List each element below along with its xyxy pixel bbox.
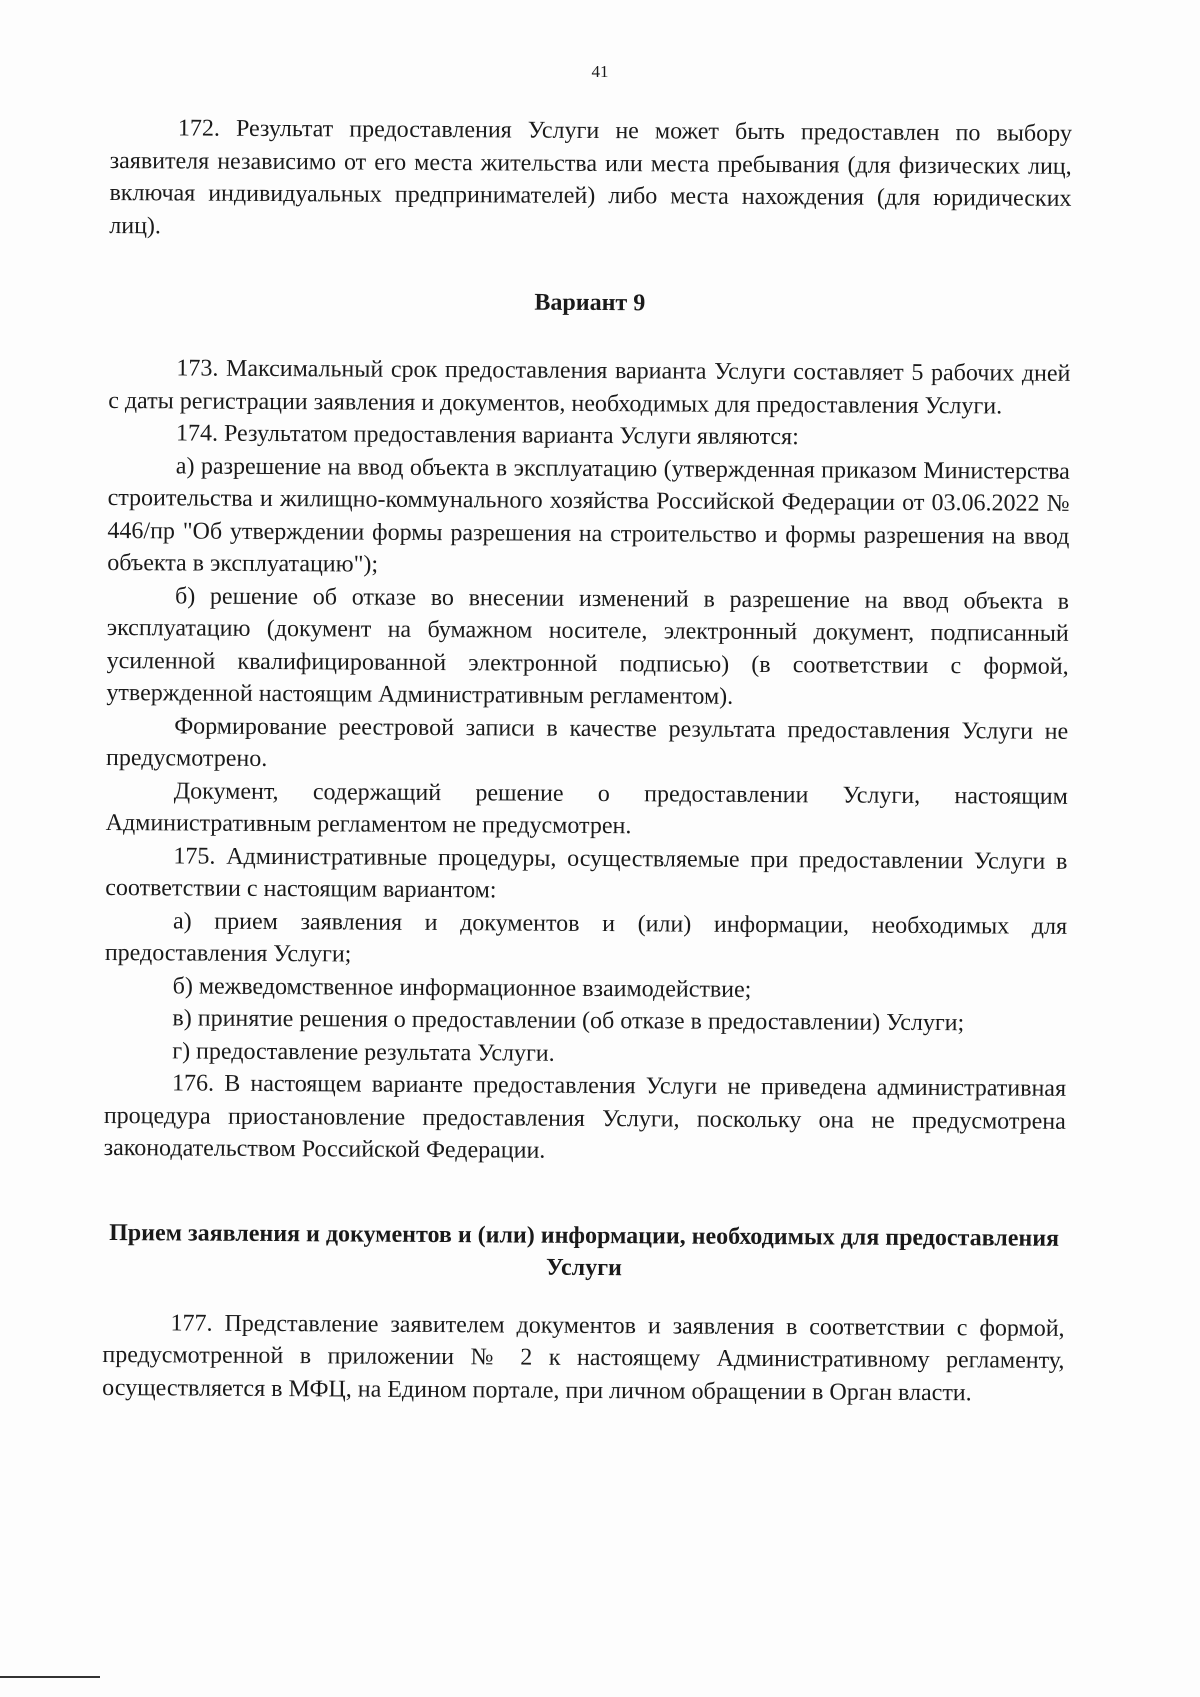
paragraph-175-d: г) предоставление результата Услуги.	[172, 1037, 555, 1067]
paragraph-registry-record: Формирование реестровой записи в качестве результата предоставления Услуги не предусмотрено.	[105, 712, 1069, 772]
paragraph-174-a: а) разрешение на ввод объекта в эксплуатацию (утвержденная приказом Министерства строительства и жилищно-коммунального хозяйства Российской Федерации от 03.06.2022 № 446/пр "Об утверждении формы разрешения на строительство и формы разрешения на ввод объекта в эксплуатацию");	[107, 452, 1070, 578]
paragraph-173: 173. Максимальный срок предоставления варианта Услуги составляет 5 рабочих дней с даты регистрации заявления и документов, необходимых для предоставления Услуги.	[108, 355, 1071, 419]
paragraph-177: 177. Представление заявителем документов и заявления в соответствии с формой, предусмотренной в приложении № 2 к настоящему Административному регламенту, осуществляется в МФЦ, на Едином портале, при личном обращении в Орган власти.	[102, 1309, 1065, 1406]
footnote-separator	[0, 1676, 100, 1678]
paragraph-175: 175. Административные процедуры, осуществляемые при предоставлении Услуги в соответствии с настоящим вариантом:	[105, 842, 1068, 904]
document-body	[102, 112, 1072, 1410]
page-number: 41	[591, 62, 609, 81]
paragraph-172: 172. Результат предоставления Услуги не может быть предоставлен по выбору заявителя независимо от его места жительства или места пребывания (для физических лиц, включая индивидуальных предпринимателей) либо места нахождения (для юридических лиц).	[109, 115, 1072, 239]
paragraph-175-b: б) межведомственное информационное взаимодействие;	[172, 972, 752, 1003]
paragraph-decision-document: Документ, содержащий решение о предоставлении Услуги, настоящим Административным регламентом не предусмотрен.	[105, 777, 1068, 840]
paragraph-176: 176. В настоящем варианте предоставления Услуги не приведена административная процедура приостановление предоставления Услуги, поскольку она не предусмотрена законодательством Российской Федерации.	[103, 1070, 1067, 1164]
paragraph-175-a: а) прием заявления и документов и (или) информации, необходимых для предоставления Услуги;	[104, 907, 1068, 968]
paragraph-175-c: в) принятие решения о предоставлении (об отказе в предоставлении) Услуги;	[172, 1005, 965, 1037]
variant-heading: Вариант 9	[534, 289, 646, 317]
section-heading: Прием заявления и документов и (или) информации, необходимых для предоставления Услуги	[109, 1219, 1060, 1281]
paragraph-174: 174. Результатом предоставления варианта Услуги являются:	[175, 420, 799, 451]
paragraph-174-b: б) решение об отказе во внесении изменений в разрешение на ввод объекта в эксплуатацию (документ на бумажном носителе, электронный документ, подписанный усиленной квалифицированной электронной подписью) (в соответствии с формой, утвержденной настоящим Административным регламентом).	[106, 582, 1070, 710]
